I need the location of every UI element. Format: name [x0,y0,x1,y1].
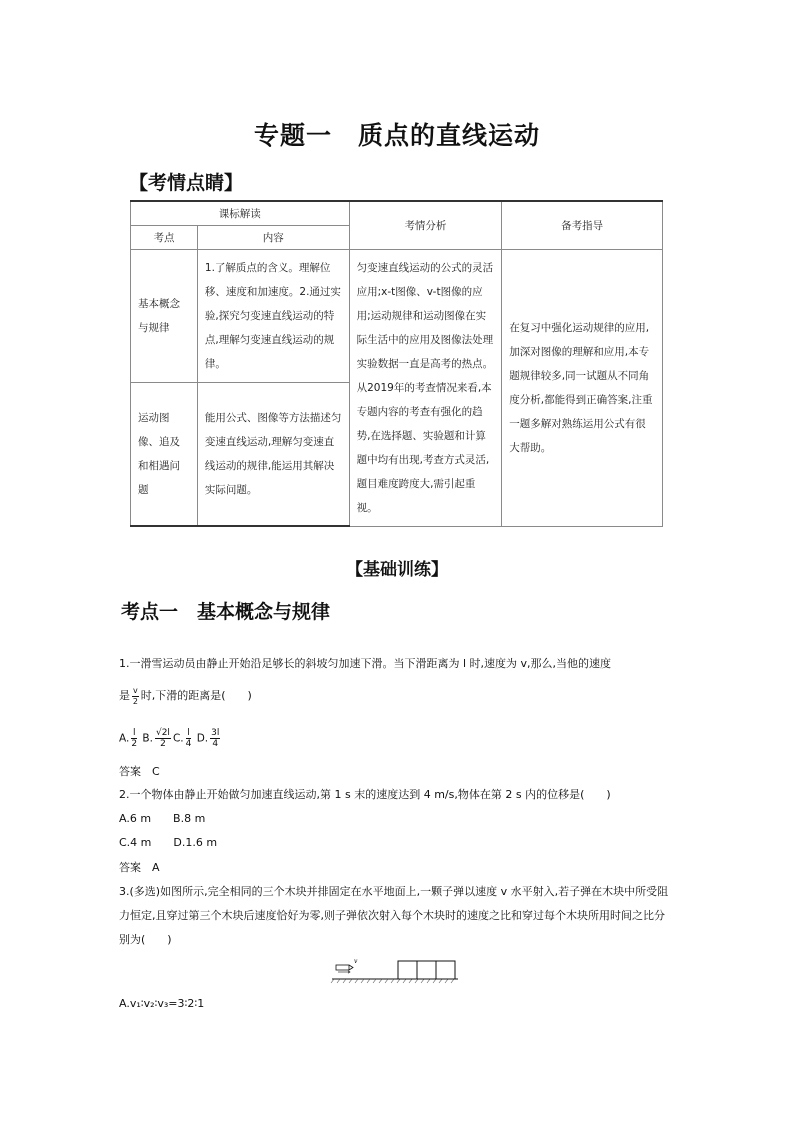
header-point: 考点 [131,225,198,249]
section-heading-kaoqing: 【考情点睛】 [129,172,244,194]
wood-block-2 [417,961,436,979]
q3-text: 3.(多选)如图所示,完全相同的三个木块并排固定在水平地面上,一颗子弹以速度 v 水平射入,若子弹在木块中所受阻力恒定,且穿过第三个木块后速度恰好为零,则子弹依次射入每个木块时的速度之比和穿过每个木块所用时间之比分别为( ) [119,885,669,946]
header-guide: 备考指导 [502,201,663,249]
row1-point: 基本概念与规律 [131,249,198,382]
q1-line-a: 1.一滑雪运动员由静止开始沿足够长的斜坡匀加速下滑。当下滑距离为 l 时,速度为 v,那么,当他的速度 [119,657,612,670]
banner-basic-training: 【基础训练】 [346,560,448,580]
wood-block-1 [398,961,417,979]
row2-content: 能用公式、图像等方法描述匀变速直线运动,理解匀变速直线运动的规律,能运用其解决实际问题。 [197,382,349,526]
q2-options-cd: C.4 m D.1.6 m [119,836,218,849]
q1-options: A. $\frac{l}{2}$ B. $\frac{√2l}{2}$ C. $\frac{l}{4}$ D. $\frac{3l}{4}$ [119,728,220,749]
q2-options-ab: A.6 m B.8 m [119,812,206,825]
curriculum-table [130,200,663,527]
header-analysis: 考情分析 [349,201,502,249]
topic-heading: 考点一 基本概念与规律 [121,601,331,623]
row2-point: 运动图像、追及和相遇问题 [131,382,198,526]
q1-line-b: 是 $\frac{v}{2}$ 时,下滑的距离是( ) [119,685,252,706]
bullet-blocks-diagram [330,955,460,985]
velocity-label: v [354,958,358,965]
q2-text: 2.一个物体由静止开始做匀加速直线运动,第 1 s 末的速度达到 4 m/s,物体在第 2 s 内的位移是( ) [119,788,611,801]
guide-cell: 在复习中强化运动规律的应用,加深对图像的理解和应用,本专题规律较多,同一试题从不同角度分析,都能得到正确答案,注重一题多解对熟练运用公式有很大帮助。 [502,249,663,526]
q2-answer: 答案 A [119,861,160,874]
header-content: 内容 [197,225,349,249]
row1-content: 1.了解质点的含义。理解位移、速度和加速度。2.通过实验,探究匀变速直线运动的特点,理解匀变速直线运动的规律。 [197,249,349,382]
q3-option-a: A.v₁∶v₂∶v₃=3∶2∶1 [119,997,205,1010]
bullet-icon [336,965,353,973]
header-kbjd: 课标解读 [131,201,350,225]
page-title: 专题一 质点的直线运动 [253,121,540,150]
q1-answer: 答案 C [119,765,160,778]
q1-frac: $\frac{v}{2}$ [132,685,138,706]
wood-block-3 [436,961,455,979]
analysis-cell: 匀变速直线运动的公式的灵活应用;x-t图像、v-t图像的应用;运动规律和运动图像在实际生活中的应用及图像法处理实验数据一直是高考的热点。从2019年的考查情况来看,本专题内容的考查有强化的趋势,在选择题、实验题和计算题中均有出现,考查方式灵活,题目难度跨度大,需引起重视。 [349,249,502,526]
